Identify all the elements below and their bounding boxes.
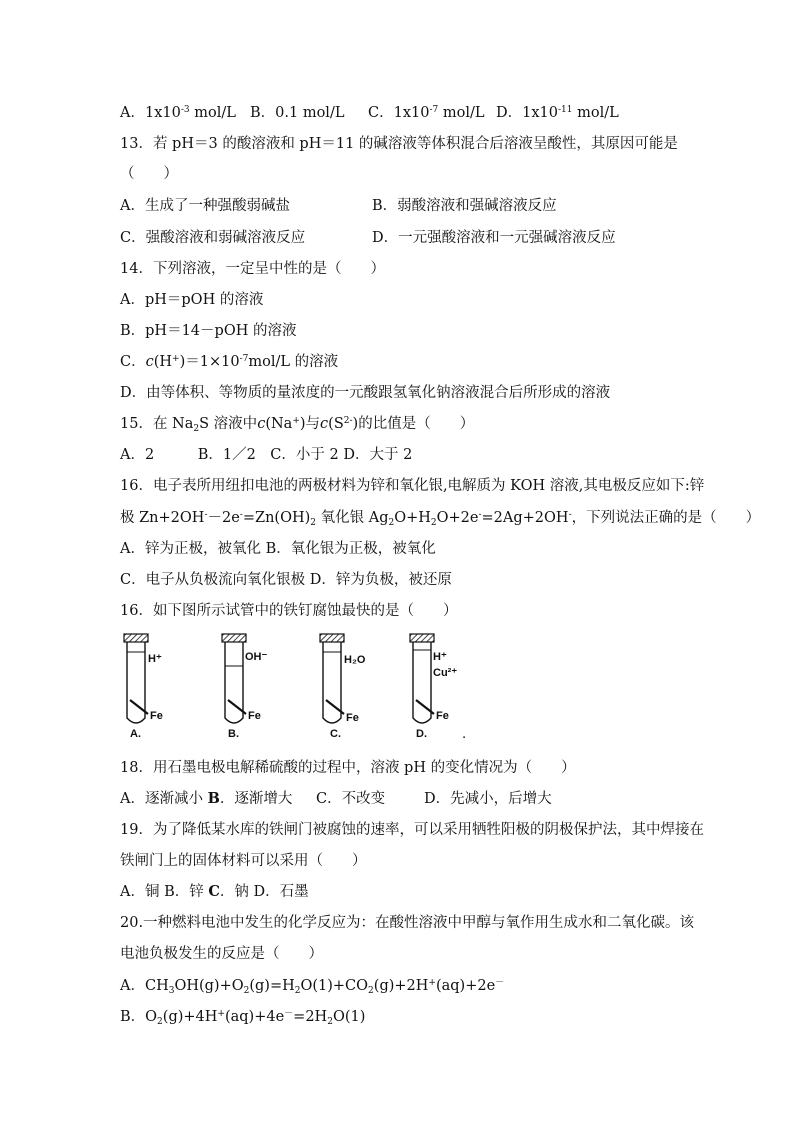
tube-d-solution-label-1: H⁺ xyxy=(433,651,447,663)
q20-option-b: B．$O_2(g)+4H^+(aq)+4e^-=2H_2O(1)$ xyxy=(120,1009,366,1027)
q20-stem-line1: 20.一种燃料电池中发生的化学反应为：在酸性溶液中甲醇与氧作用生成水和二氧化碳。该 xyxy=(120,915,695,931)
tube-c-fe-label: Fe xyxy=(346,712,359,724)
q14-option-a: A．pH＝pOH 的溶液 xyxy=(120,292,264,308)
q16-tubes-stem: 16．如下图所示试管中的铁钉腐蚀最快的是（ ） xyxy=(120,603,458,619)
test-tube-c-drawing xyxy=(314,630,374,740)
q15-options: A．2 B．1／2 C．小于 2 D．大于 2 xyxy=(120,447,413,463)
q20-stem-line2: 电池负极发生的反应是（ ） xyxy=(120,946,323,962)
q19-stem-line1: 19．为了降低某水库的铁闸门被腐蚀的速率，可以采用牺牲阳极的阴极保护法，其中焊接在 xyxy=(120,822,704,838)
q13-stem: 13．若 pH＝3 的酸溶液和 pH＝11 的碱溶液等体积混合后溶液呈酸性，其原因可能是 xyxy=(120,136,678,152)
test-tube-c xyxy=(314,630,374,740)
tube-b-fe-label: Fe xyxy=(248,710,261,722)
test-tube-d-drawing xyxy=(404,630,464,740)
q19-stem-line2: 铁闸门上的固体材料可以采用（ ） xyxy=(120,853,367,869)
tube-b-letter: B. xyxy=(228,728,239,740)
q12-option-a: A．$1x10^{-3}$ mol/L xyxy=(120,105,236,121)
q18-option-d: D．先减小，后增大 xyxy=(424,791,552,807)
tube-b-solution-label: OH⁻ xyxy=(245,651,268,663)
q14-option-c: C．$c(H^+)=1\times 10^{-7}mol/L$ 的溶液 xyxy=(120,354,339,370)
q16-battery-stem-line1: 16．电子表所用纽扣电池的两极材料为锌和氧化银,电解质为 KOH 溶液,其电极反应如下:锌 xyxy=(120,478,705,494)
q13-answer-paren: （ ） xyxy=(120,166,178,182)
q12-option-d: D．$1x10^{-11}$ mol/L xyxy=(496,105,619,121)
q13-option-b: B．弱酸溶液和强碱溶液反应 xyxy=(372,198,557,214)
q16-battery-stem-line2: 极 $Zn+2OH^--2e^-=Zn(OH)_2$ 氧化银 $Ag_2O+H_2O+2e^-=2Ag+2OH^-$，下列说法正确的是（ ） xyxy=(120,510,761,528)
tube-d-fe-label: Fe xyxy=(436,710,449,722)
test-tube-a xyxy=(118,630,178,740)
q16-battery-options-ab: A．锌为正极，被氧化 B．氧化银为正极，被氧化 xyxy=(120,541,436,557)
q18-option-ab: A．逐渐减小 B．逐渐增大 xyxy=(120,790,293,807)
tube-a-fe-label: Fe xyxy=(150,710,163,722)
q14-option-b: B．pH＝14－pOH 的溶液 xyxy=(120,323,297,339)
figure-trailing-dot: . xyxy=(462,727,467,742)
q18-stem: 18．用石墨电极电解稀硫酸的过程中，溶液 pH 的变化情况为（ ） xyxy=(120,760,576,776)
q14-option-d: D．由等体积、等物质的量浓度的一元酸跟氢氧化钠溶液混合后所形成的溶液 xyxy=(120,385,611,401)
test-tube-b xyxy=(216,630,276,740)
q18-option-c: C．不改变 xyxy=(316,791,386,807)
q19-options: A．铜 B．锌 C．钠 D．石墨 xyxy=(120,883,309,900)
tube-d-letter: D. xyxy=(416,728,427,740)
q13-option-c: C．强酸溶液和弱碱溶液反应 xyxy=(120,230,306,246)
q16-battery-options-cd: C．电子从负极流向氧化银极 D．锌为负极，被还原 xyxy=(120,572,452,588)
tube-a-solution-label: H⁺ xyxy=(148,653,162,665)
q14-stem: 14．下列溶液，一定呈中性的是（ ） xyxy=(120,261,385,277)
tube-c-letter: C. xyxy=(330,728,341,740)
test-tube-d xyxy=(404,630,464,740)
tube-c-solution-label: H₂O xyxy=(344,654,366,666)
tube-d-solution-label-2: Cu²⁺ xyxy=(433,667,458,679)
tube-a-letter: A. xyxy=(130,728,141,740)
q13-option-a: A．生成了一种强酸弱碱盐 xyxy=(120,198,290,214)
test-tube-a-drawing xyxy=(118,630,178,740)
q12-option-b: B．0.1 mol/L xyxy=(250,105,345,121)
q13-option-d: D．一元强酸溶液和一元强碱溶液反应 xyxy=(372,230,616,246)
q15-stem: 15．在 $Na_2S$ 溶液中c(Na+)与$c(S^{2-})$的比值是（ ） xyxy=(120,416,475,434)
q20-option-a: A．$CH_3OH(g)+O_2(g)=H_2O(1)+CO_2(g)+2H^+(aq)+2e^-$ xyxy=(120,978,505,996)
test-tube-b-drawing xyxy=(216,630,276,740)
q12-option-c: C．$1x10^{-7}$ mol/L xyxy=(368,105,485,121)
